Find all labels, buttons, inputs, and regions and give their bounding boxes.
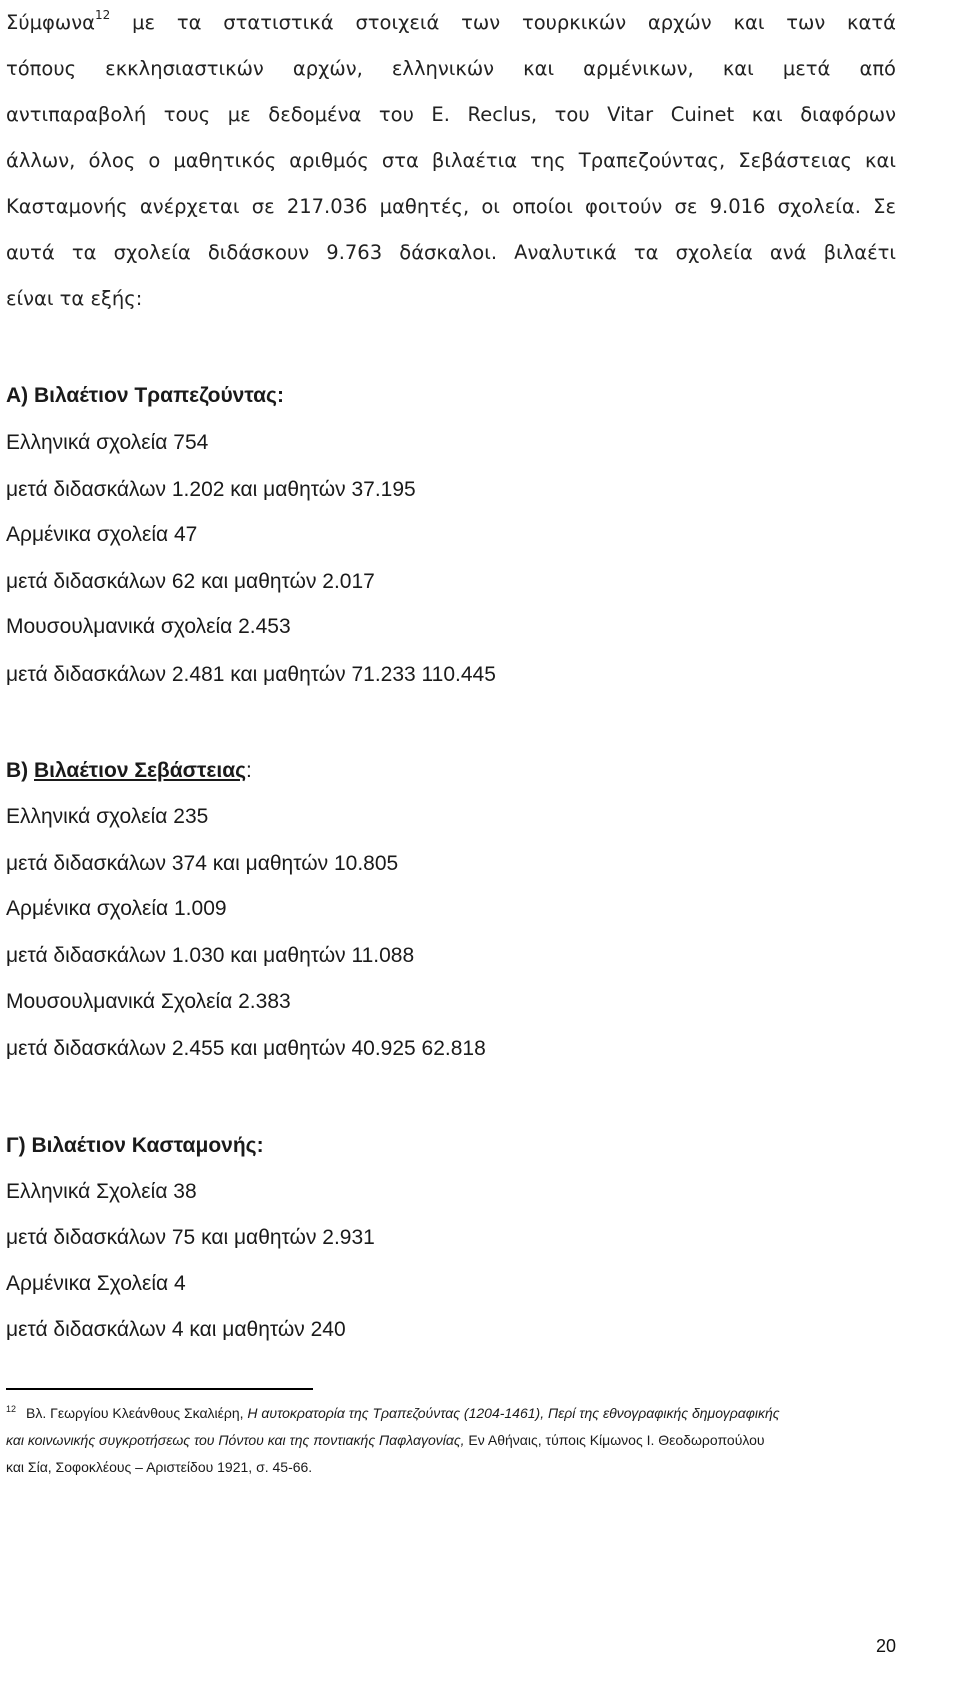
section-row: μετά διδασκάλων 1.030 και μαθητών 11.088 xyxy=(6,944,415,967)
intro-line: άλλων, όλος ο μαθητικός αριθμός στα βιλαέτια της Τραπεζούντας, Σεβάστειας και xyxy=(6,149,896,172)
section-row: μετά διδασκάλων 62 και μαθητών 2.017 xyxy=(6,570,375,593)
section-row: μετά διδασκάλων 374 και μαθητών 10.805 xyxy=(6,852,399,875)
footnote-reference[interactable]: 12 xyxy=(94,8,111,22)
section-heading-kastamoni: Γ) Βιλαέτιον Κασταμονής: xyxy=(6,1134,264,1157)
intro-line: αντιπαραβολή τους με δεδομένα του E. Reclus, του Vitar Cuinet και διαφόρων xyxy=(6,103,896,126)
section-row: μετά διδασκάλων 1.202 και μαθητών 37.195 xyxy=(6,478,416,501)
intro-line: αυτά τα σχολεία διδάσκουν 9.763 δάσκαλοι. Αναλυτικά τα σχολεία ανά βιλαέτι xyxy=(6,241,896,264)
footnote-line: και Σία, Σοφοκλέους – Αριστείδου 1921, σ. 45-66. xyxy=(6,1459,313,1475)
intro-paragraph xyxy=(6,0,896,322)
section-row: μετά διδασκάλων 2.481 και μαθητών 71.233 110.445 xyxy=(6,663,496,686)
intro-line: Κασταμονής ανέρχεται σε 217.036 μαθητές, οι οποίοι φοιτούν σε 9.016 σχολεία. Σε xyxy=(6,195,896,218)
section-heading-sevasteia: Β) Βιλαέτιον Σεβάστειας: xyxy=(6,759,252,782)
footnote-line: και κοινωνικής συγκροτήσεως του Πόντου και της ποντιακής Παφλαγονίας, Εν Αθήναις, τύποις Κίμωνος Ι. Θεοδωροπούλου xyxy=(6,1432,765,1448)
intro-line: Σύμφωνα$^{12}$ με τα στατιστικά στοιχειά των τουρκικών αρχών και των κατά xyxy=(6,8,896,34)
footnote-number: 12 xyxy=(6,1404,17,1414)
section-heading-trapezounta: Α) Βιλαέτιον Τραπεζούντας: xyxy=(6,384,284,407)
section-row: Αρμένικα Σχολεία 4 xyxy=(6,1272,186,1295)
footnote xyxy=(6,1400,896,1481)
section-row: Μουσουλμανικά σχολεία 2.453 xyxy=(6,615,291,638)
page-number: 20 xyxy=(875,1636,896,1656)
section-row: Ελληνικά Σχολεία 38 xyxy=(6,1180,197,1203)
intro-line: είναι τα εξής: xyxy=(6,287,143,310)
section-row: μετά διδασκάλων 4 και μαθητών 240 xyxy=(6,1318,346,1341)
section-row: μετά διδασκάλων 75 και μαθητών 2.931 xyxy=(6,1226,375,1249)
section-row: Ελληνικά σχολεία 235 xyxy=(6,805,209,828)
section-row: Μουσουλμανικά Σχολεία 2.383 xyxy=(6,990,291,1013)
footnote-separator xyxy=(6,1388,313,1390)
section-row: Αρμένικα σχολεία 1.009 xyxy=(6,897,227,920)
intro-line: τόπους εκκλησιαστικών αρχών, ελληνικών και αρμένικων, και μετά από xyxy=(6,57,896,80)
section-row: Αρμένικα σχολεία 47 xyxy=(6,523,198,546)
section-row: Ελληνικά σχολεία 754 xyxy=(6,431,209,454)
section-row: μετά διδασκάλων 2.455 και μαθητών 40.925 62.818 xyxy=(6,1037,486,1060)
footnote-line: $^{12}$ Βλ. Γεωργίου Κλεάνθους Σκαλιέρη, Η αυτοκρατορία της Τραπεζούντας (1204-1461), Περί της εθνογραφικής δημογραφικής xyxy=(6,1404,780,1421)
